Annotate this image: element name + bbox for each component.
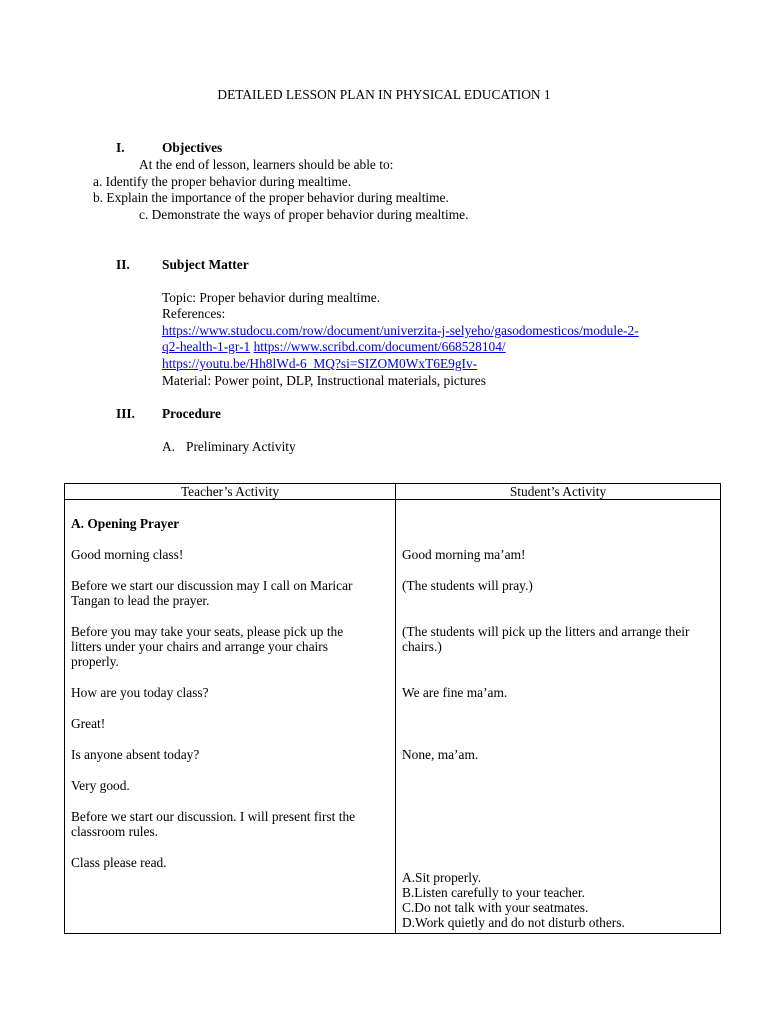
student-litter-2: chairs.) xyxy=(402,639,442,654)
teacher-rules-2: classroom rules. xyxy=(71,824,159,839)
teacher-greeting: Good morning class! xyxy=(71,547,184,562)
preliminary-activity-heading: Preliminary Activity xyxy=(186,439,296,454)
teacher-activity-header: Teacher’s Activity xyxy=(65,484,396,500)
procedure-heading: Procedure xyxy=(162,406,222,421)
teacher-very-good: Very good. xyxy=(71,778,130,793)
objectives-intro: At the end of lesson, learners should be able to: xyxy=(139,157,394,172)
objective-item-b: b. Explain the importance of the proper behavior during mealtime. xyxy=(93,190,449,205)
teacher-activity-cell xyxy=(65,500,396,934)
table-header-row xyxy=(65,484,721,500)
table-row xyxy=(65,500,721,934)
opening-prayer-heading: A. Opening Prayer xyxy=(71,516,180,531)
student-rule-c: C.Do not talk with your seatmates. xyxy=(402,900,589,915)
topic-text: Topic: Proper behavior during mealtime. xyxy=(162,290,381,305)
objectives-heading: Objectives xyxy=(162,140,223,155)
teacher-how-are-you: How are you today class? xyxy=(71,685,209,700)
student-none: None, ma’am. xyxy=(402,747,479,762)
teacher-litter-2: litters under your chairs and arrange your chairs xyxy=(71,639,328,654)
teacher-prayer-call-1: Before we start our discussion may I call on Maricar xyxy=(71,578,353,593)
student-rule-d: D.Work quietly and do not disturb others. xyxy=(402,915,625,930)
studocu-link-line1[interactable]: https://www.studocu.com/row/document/univerzita-j-selyeho/gasodomesticos/module-2- xyxy=(162,323,639,338)
teacher-great: Great! xyxy=(71,716,106,731)
page-title: DETAILED LESSON PLAN IN PHYSICAL EDUCATION 1 xyxy=(217,87,551,102)
reference-link-scribd[interactable]: https://www.scribd.com/document/668528104/ xyxy=(253,339,506,354)
teacher-prayer-call-2: Tangan to lead the prayer. xyxy=(71,593,210,608)
subject-matter-numeral: II. xyxy=(116,257,130,272)
teacher-class-read: Class please read. xyxy=(71,855,167,870)
material-text: Material: Power point, DLP, Instructional materials, pictures xyxy=(162,373,486,388)
teacher-litter-1: Before you may take your seats, please pick up the xyxy=(71,624,344,639)
teacher-litter-3: properly. xyxy=(71,654,119,669)
reference-link-youtube-row xyxy=(162,356,477,373)
activity-table xyxy=(64,483,721,934)
student-activity-cell xyxy=(396,500,721,934)
procedure-numeral: III. xyxy=(116,406,135,421)
teacher-absent: Is anyone absent today? xyxy=(71,747,200,762)
preliminary-letter: A. xyxy=(162,439,176,454)
reference-links-line2 xyxy=(162,339,506,356)
student-fine: We are fine ma’am. xyxy=(402,685,508,700)
subject-matter-heading: Subject Matter xyxy=(162,257,249,272)
studocu-link-line2[interactable]: q2-health-1-gr-1 xyxy=(162,339,251,354)
reference-link-youtube[interactable]: https://youtu.be/Hh8lWd-6_MQ?si=SIZOM0WxT6E9gIv- xyxy=(162,356,478,371)
student-activity-header: Student’s Activity xyxy=(396,484,721,500)
student-pray: (The students will pray.) xyxy=(402,578,533,593)
teacher-rules-1: Before we start our discussion. I will present first the xyxy=(71,809,356,824)
student-litter-1: (The students will pick up the litters and arrange their xyxy=(402,624,690,639)
student-greeting: Good morning ma’am! xyxy=(402,547,526,562)
student-rule-b: B.Listen carefully to your teacher. xyxy=(402,885,585,900)
references-label: References: xyxy=(162,306,226,321)
student-rule-a: A.Sit properly. xyxy=(402,870,482,885)
objective-item-a: a. Identify the proper behavior during mealtime. xyxy=(93,174,352,189)
objectives-numeral: I. xyxy=(116,140,125,155)
objective-item-c: c. Demonstrate the ways of proper behavior during mealtime. xyxy=(139,207,469,222)
reference-link-studocu[interactable] xyxy=(162,323,639,340)
